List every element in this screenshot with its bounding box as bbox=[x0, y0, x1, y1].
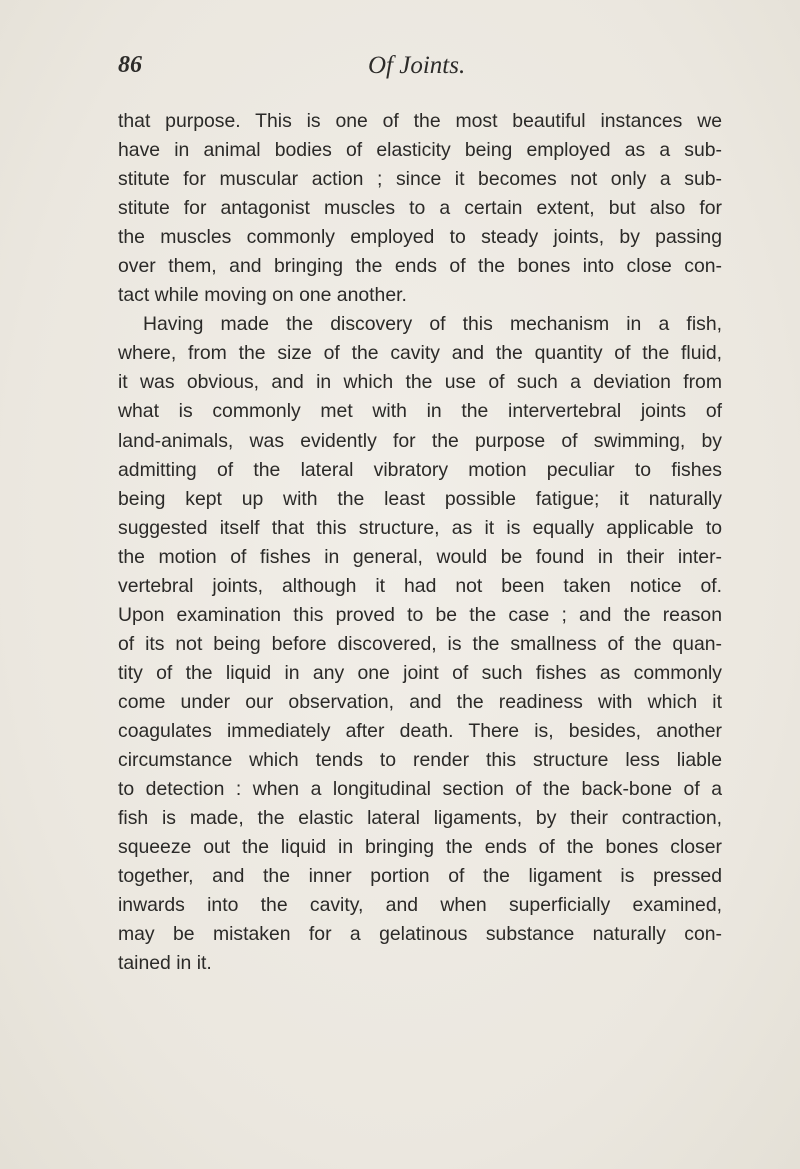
text-line: it was obvious, and in which the use of such a deviation from bbox=[118, 371, 722, 394]
text-line: being kept up with the least possible fatigue; it naturally bbox=[118, 487, 722, 510]
running-title: Of Joints. bbox=[368, 52, 466, 79]
text-line: where, from the size of the cavity and the quantity of the fluid, bbox=[118, 342, 722, 365]
text-line: fish is made, the elastic lateral ligaments, by their contraction, bbox=[118, 807, 722, 830]
text-line: vertebral joints, although it had not been taken notice of. bbox=[118, 574, 722, 597]
text-line: tity of the liquid in any one joint of such fishes as commonly bbox=[118, 661, 722, 684]
page-number: 86 bbox=[118, 52, 142, 78]
text-line: circumstance which tends to render this structure less liable bbox=[118, 749, 722, 772]
text-line: land-animals, was evidently for the purpose of swimming, by bbox=[118, 429, 722, 452]
text-line: that purpose. This is one of the most beautiful instances we bbox=[118, 110, 722, 132]
page-header bbox=[118, 52, 718, 92]
text-line: coagulates immediately after death. There is, besides, another bbox=[118, 719, 722, 742]
text-line: the muscles commonly employed to steady joints, by passing bbox=[118, 226, 722, 249]
paragraph-start-line: Having made the discovery of this mechanism in a fish, bbox=[143, 313, 722, 336]
text-line: suggested itself that this structure, as it is equally applicable to bbox=[118, 516, 722, 539]
text-line: come under our observation, and the readiness with which it bbox=[118, 690, 722, 713]
text-line: admitting of the lateral vibratory motion peculiar to fishes bbox=[118, 458, 722, 481]
text-line: may be mistaken for a gelatinous substance naturally con- bbox=[118, 923, 722, 946]
text-line: of its not being before discovered, is the smallness of the quan- bbox=[118, 632, 722, 655]
text-line: Upon examination this proved to be the case ; and the reason bbox=[118, 603, 722, 626]
text-line: tact while moving on one another. bbox=[118, 284, 407, 307]
text-line: what is commonly met with in the intervertebral joints of bbox=[118, 400, 722, 423]
text-line: together, and the inner portion of the ligament is pressed bbox=[118, 865, 722, 888]
text-line: squeeze out the liquid in bringing the ends of the bones closer bbox=[118, 836, 722, 859]
text-line: stitute for muscular action ; since it becomes not only a sub- bbox=[118, 168, 722, 191]
text-line: stitute for antagonist muscles to a certain extent, but also for bbox=[118, 197, 722, 220]
text-line: tained in it. bbox=[118, 952, 212, 975]
text-line: inwards into the cavity, and when superficially examined, bbox=[118, 894, 722, 917]
text-line: to detection : when a longitudinal section of the back-bone of a bbox=[118, 778, 722, 801]
body-text bbox=[118, 107, 722, 978]
text-line: over them, and bringing the ends of the bones into close con- bbox=[118, 255, 722, 278]
text-line: have in animal bodies of elasticity being employed as a sub- bbox=[118, 139, 722, 162]
text-line: the motion of fishes in general, would be found in their inter- bbox=[118, 545, 722, 568]
